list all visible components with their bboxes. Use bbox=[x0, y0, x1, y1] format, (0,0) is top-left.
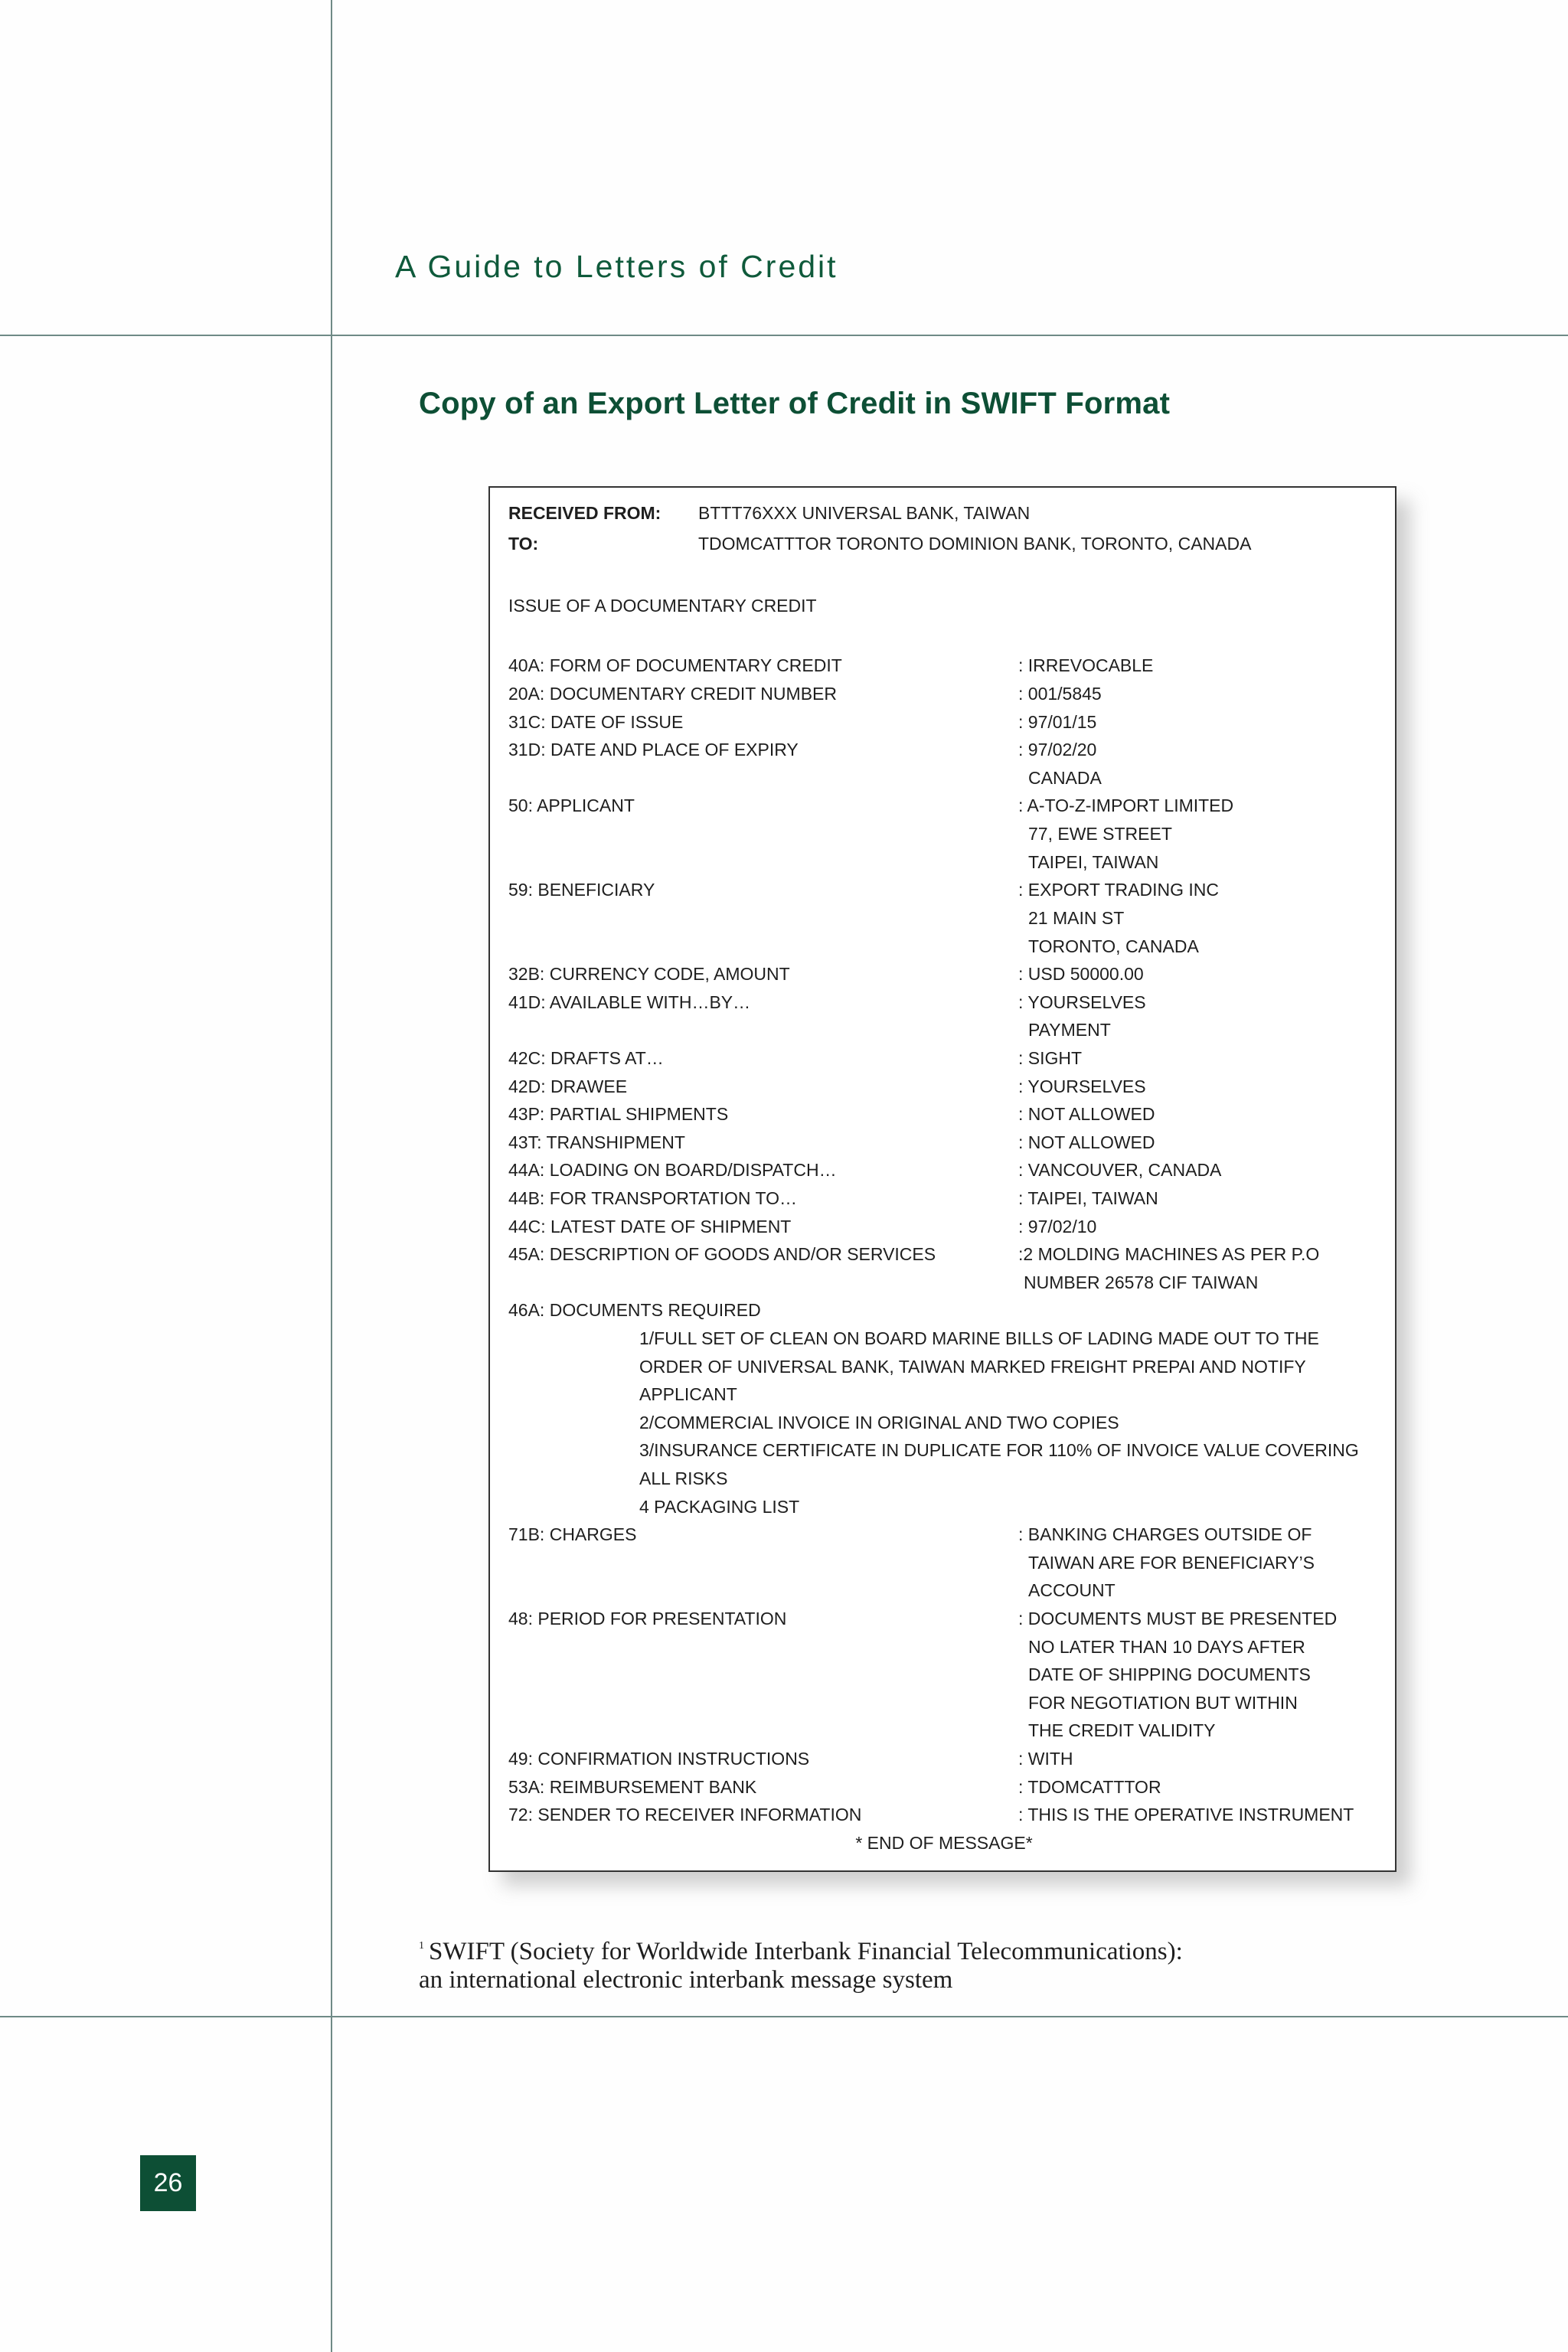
field-value: : 001/5845 bbox=[1018, 684, 1102, 704]
field-value: DATE OF SHIPPING DOCUMENTS bbox=[1028, 1664, 1311, 1684]
field-label: 46A: DOCUMENTS REQUIRED bbox=[508, 1300, 761, 1320]
field-label: 43P: PARTIAL SHIPMENTS bbox=[508, 1104, 729, 1124]
received-from-label: RECEIVED FROM: bbox=[508, 503, 662, 523]
footnote bbox=[419, 1932, 1183, 1994]
field-value: : DOCUMENTS MUST BE PRESENTED bbox=[1018, 1609, 1338, 1628]
field-value: : VANCOUVER, CANADA bbox=[1018, 1160, 1222, 1180]
field-label: 44A: LOADING ON BOARD/DISPATCH… bbox=[508, 1160, 837, 1180]
field-value: TAIPEI, TAIWAN bbox=[1028, 852, 1159, 872]
field-label: 20A: DOCUMENTARY CREDIT NUMBER bbox=[508, 684, 837, 704]
field-label: 43T: TRANSHIPMENT bbox=[508, 1132, 685, 1152]
field-label: 42D: DRAWEE bbox=[508, 1076, 628, 1096]
document-required-line: APPLICANT bbox=[639, 1384, 737, 1404]
field-value: : YOURSELVES bbox=[1018, 1076, 1146, 1096]
field-value: ACCOUNT bbox=[1028, 1580, 1116, 1600]
field-value: : WITH bbox=[1018, 1749, 1073, 1769]
field-value: 21 MAIN ST bbox=[1028, 908, 1125, 928]
field-label: 40A: FORM OF DOCUMENTARY CREDIT bbox=[508, 655, 842, 675]
document-required-line: 2/COMMERCIAL INVOICE IN ORIGINAL AND TWO COPIES bbox=[639, 1413, 1119, 1432]
field-label: 32B: CURRENCY CODE, AMOUNT bbox=[508, 964, 790, 984]
footnote-line-1 bbox=[419, 1932, 1183, 1966]
field-label: 59: BENEFICIARY bbox=[508, 880, 655, 900]
footnote-text-1: SWIFT (Society for Worldwide Interbank Financial Telecommunications): bbox=[429, 1938, 1183, 1965]
field-value: :2 MOLDING MACHINES AS PER P.O bbox=[1018, 1244, 1320, 1264]
field-value: 77, EWE STREET bbox=[1028, 824, 1172, 844]
document-required-line: 1/FULL SET OF CLEAN ON BOARD MARINE BILLS OF LADING MADE OUT TO THE bbox=[639, 1328, 1319, 1348]
document-required-line: ORDER OF UNIVERSAL BANK, TAIWAN MARKED FREIGHT PREPAI AND NOTIFY bbox=[639, 1357, 1306, 1377]
field-label: 71B: CHARGES bbox=[508, 1524, 637, 1544]
received-from-value: BTTT76XXX UNIVERSAL BANK, TAIWAN bbox=[698, 503, 1031, 523]
field-label: 31D: DATE AND PLACE OF EXPIRY bbox=[508, 740, 799, 760]
field-value: : SIGHT bbox=[1018, 1048, 1083, 1068]
field-value: : EXPORT TRADING INC bbox=[1018, 880, 1219, 900]
field-value: : BANKING CHARGES OUTSIDE OF bbox=[1018, 1524, 1312, 1544]
field-value: NUMBER 26578 CIF TAIWAN bbox=[1024, 1272, 1259, 1292]
running-head: A Guide to Letters of Credit bbox=[395, 249, 838, 284]
footnote-line-2: an international electronic interbank message system bbox=[419, 1966, 953, 1994]
end-of-message: * END OF MESSAGE* bbox=[855, 1833, 1033, 1853]
field-value: THE CREDIT VALIDITY bbox=[1028, 1720, 1216, 1740]
field-label: 50: APPLICANT bbox=[508, 795, 635, 815]
field-value: : USD 50000.00 bbox=[1018, 964, 1144, 984]
issue-line: ISSUE OF A DOCUMENTARY CREDIT bbox=[508, 596, 817, 616]
footnote-marker: 1 bbox=[419, 1940, 424, 1952]
field-label: 48: PERIOD FOR PRESENTATION bbox=[508, 1609, 787, 1628]
header-horizontal-rule bbox=[0, 335, 1568, 336]
field-value: TORONTO, CANADA bbox=[1028, 936, 1199, 956]
field-label: 53A: REIMBURSEMENT BANK bbox=[508, 1777, 757, 1797]
field-label: 44C: LATEST DATE OF SHIPMENT bbox=[508, 1217, 792, 1236]
field-value: : YOURSELVES bbox=[1018, 992, 1146, 1012]
field-value: : 97/01/15 bbox=[1018, 712, 1097, 732]
field-value: : TDOMCATTTOR bbox=[1018, 1777, 1161, 1797]
field-label: 31C: DATE OF ISSUE bbox=[508, 712, 684, 732]
field-value: : 97/02/10 bbox=[1018, 1217, 1097, 1236]
page-number: 26 bbox=[153, 2168, 183, 2197]
to-label: TO: bbox=[508, 534, 539, 554]
field-value: NO LATER THAN 10 DAYS AFTER bbox=[1028, 1637, 1305, 1657]
section-title: Copy of an Export Letter of Credit in SWIFT Format bbox=[419, 387, 1171, 420]
document-required-line: 4 PACKAGING LIST bbox=[639, 1497, 800, 1517]
field-value: : THIS IS THE OPERATIVE INSTRUMENT bbox=[1018, 1805, 1354, 1824]
field-label: 72: SENDER TO RECEIVER INFORMATION bbox=[508, 1805, 862, 1824]
field-value: : NOT ALLOWED bbox=[1018, 1132, 1155, 1152]
swift-message-box bbox=[488, 486, 1396, 1872]
page-number-badge bbox=[140, 2155, 196, 2211]
field-label: 42C: DRAFTS AT… bbox=[508, 1048, 664, 1068]
field-value: : 97/02/20 bbox=[1018, 740, 1097, 760]
document-required-line: ALL RISKS bbox=[639, 1468, 728, 1488]
field-value: FOR NEGOTIATION BUT WITHIN bbox=[1028, 1693, 1298, 1713]
field-value: : A-TO-Z-IMPORT LIMITED bbox=[1018, 795, 1234, 815]
field-label: 41D: AVAILABLE WITH…BY… bbox=[508, 992, 751, 1012]
field-value: CANADA bbox=[1028, 768, 1102, 788]
field-label: 44B: FOR TRANSPORTATION TO… bbox=[508, 1188, 798, 1208]
margin-vertical-rule bbox=[331, 0, 332, 2352]
field-value: TAIWAN ARE FOR BENEFICIARY’S bbox=[1028, 1553, 1315, 1573]
field-label: 45A: DESCRIPTION OF GOODS AND/OR SERVICES bbox=[508, 1244, 936, 1264]
footer-horizontal-rule bbox=[0, 2016, 1568, 2017]
to-value: TDOMCATTTOR TORONTO DOMINION BANK, TORONTO, CANADA bbox=[698, 534, 1252, 554]
field-value: : NOT ALLOWED bbox=[1018, 1104, 1155, 1124]
field-label: 49: CONFIRMATION INSTRUCTIONS bbox=[508, 1749, 810, 1769]
field-value: : TAIPEI, TAIWAN bbox=[1018, 1188, 1158, 1208]
document-required-line: 3/INSURANCE CERTIFICATE IN DUPLICATE FOR 110% OF INVOICE VALUE COVERING bbox=[639, 1440, 1359, 1460]
field-value: : IRREVOCABLE bbox=[1018, 655, 1154, 675]
field-value: PAYMENT bbox=[1028, 1020, 1111, 1040]
